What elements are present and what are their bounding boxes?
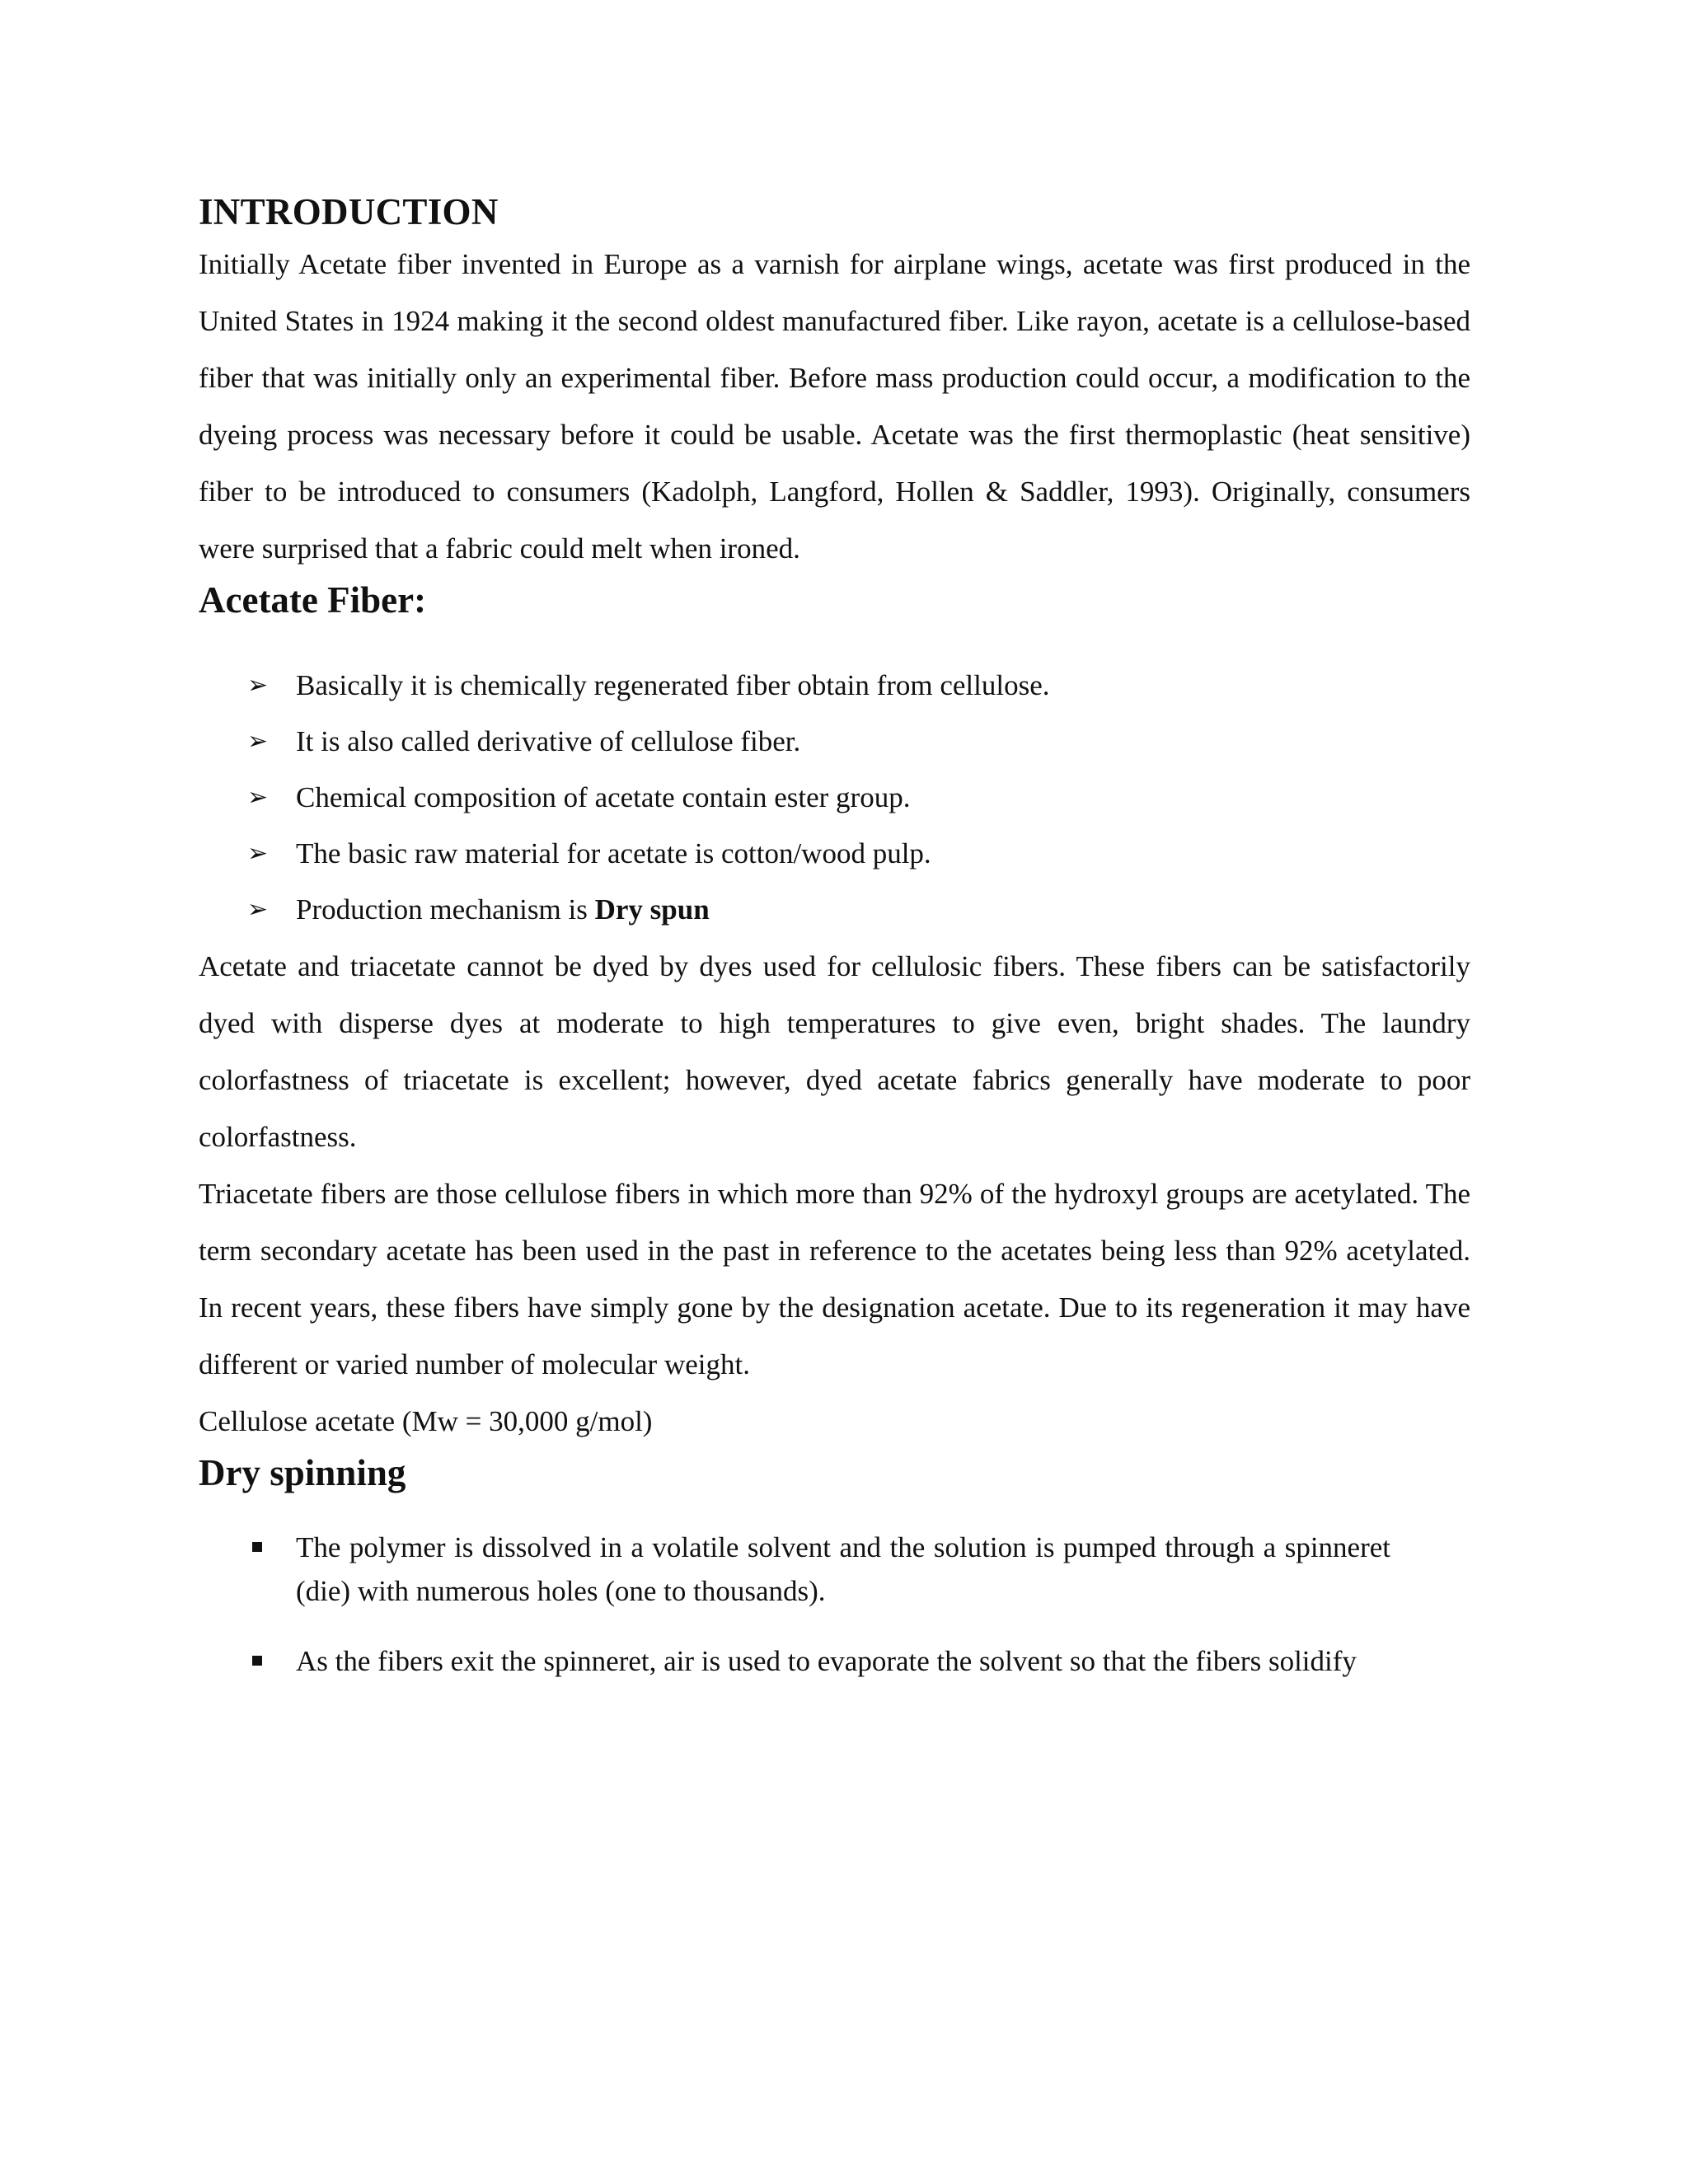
introduction-heading: INTRODUCTION bbox=[199, 191, 499, 232]
arrow-bullet-icon: ➢ bbox=[247, 671, 269, 700]
arrow-bullet-icon: ➢ bbox=[247, 895, 269, 924]
arrow-bullet-icon: ➢ bbox=[247, 839, 269, 868]
introduction-paragraph: Initially Acetate fiber invented in Europe as a varnish for airplane wings, acetate was first produced in the United States in 1924 making it the second oldest manufactured fiber. Like rayon, acetate is a cellulose-based fiber that was initially only an experimental fiber. Before mass production could occur, a modification to the dyeing process was necessary before it could be usable. Acetate was the first thermoplastic (heat sensitive) fiber to be introduced to consumers (Kadolph, Langford, Hollen & Saddler, 1993). Originally, consumers were surprised that a fabric could melt when ironed. bbox=[199, 248, 1470, 565]
page-content bbox=[199, 188, 1470, 1683]
list-item-text: As the fibers exit the spinneret, air is used to evaporate the solvent so that the fibers solidify bbox=[296, 1645, 1357, 1677]
production-mechanism-value: Dry spun bbox=[594, 893, 710, 926]
arrow-bullet-icon: ➢ bbox=[247, 783, 269, 812]
square-bullet-icon bbox=[252, 1542, 262, 1552]
list-item bbox=[199, 1526, 1390, 1613]
list-item-text: The polymer is dissolved in a volatile solvent and the solution is pumped through a spinneret (die) with numerous holes (one to thousands). bbox=[296, 1531, 1390, 1607]
cellulose-acetate-line: Cellulose acetate (Mw = 30,000 g/mol) bbox=[199, 1405, 653, 1437]
square-bullet-icon bbox=[252, 1656, 262, 1666]
dyeing-paragraph: Acetate and triacetate cannot be dyed by dyes used for cellulosic fibers. These fibers can be satisfactorily dyed with disperse dyes at moderate to high temperatures to give even, bright shades. The laundry colorfastness of triacetate is excellent; however, dyed acetate fabrics generally have moderate to poor colorfastness. bbox=[199, 950, 1470, 1153]
acetate-fiber-heading: Acetate Fiber: bbox=[199, 579, 427, 621]
list-item bbox=[199, 658, 1470, 714]
arrow-bullet-icon: ➢ bbox=[247, 727, 269, 756]
acetate-fiber-list bbox=[199, 658, 1470, 938]
production-mechanism-label: Production mechanism is bbox=[296, 893, 595, 926]
dry-spinning-list bbox=[199, 1526, 1390, 1683]
list-item-text: Basically it is chemically regenerated fiber obtain from cellulose. bbox=[296, 669, 1050, 701]
list-item bbox=[199, 770, 1470, 826]
triacetate-paragraph: Triacetate fibers are those cellulose fibers in which more than 92% of the hydroxyl groups are acetylated. The term secondary acetate has been used in the past in reference to the acetates being less than 92% acetylated. In recent years, these fibers have simply gone by the designation acetate. Due to its regeneration it may have different or varied number of molecular weight. bbox=[199, 1178, 1470, 1380]
list-item bbox=[199, 882, 1470, 938]
dry-spinning-heading: Dry spinning bbox=[199, 1452, 406, 1493]
list-item-text: It is also called derivative of cellulose fiber. bbox=[296, 725, 801, 757]
list-item-text: Chemical composition of acetate contain ester group. bbox=[296, 781, 911, 813]
list-item bbox=[199, 1639, 1390, 1683]
list-item bbox=[199, 714, 1470, 770]
list-item-text: The basic raw material for acetate is cotton/wood pulp. bbox=[296, 837, 931, 869]
list-item bbox=[199, 826, 1470, 882]
